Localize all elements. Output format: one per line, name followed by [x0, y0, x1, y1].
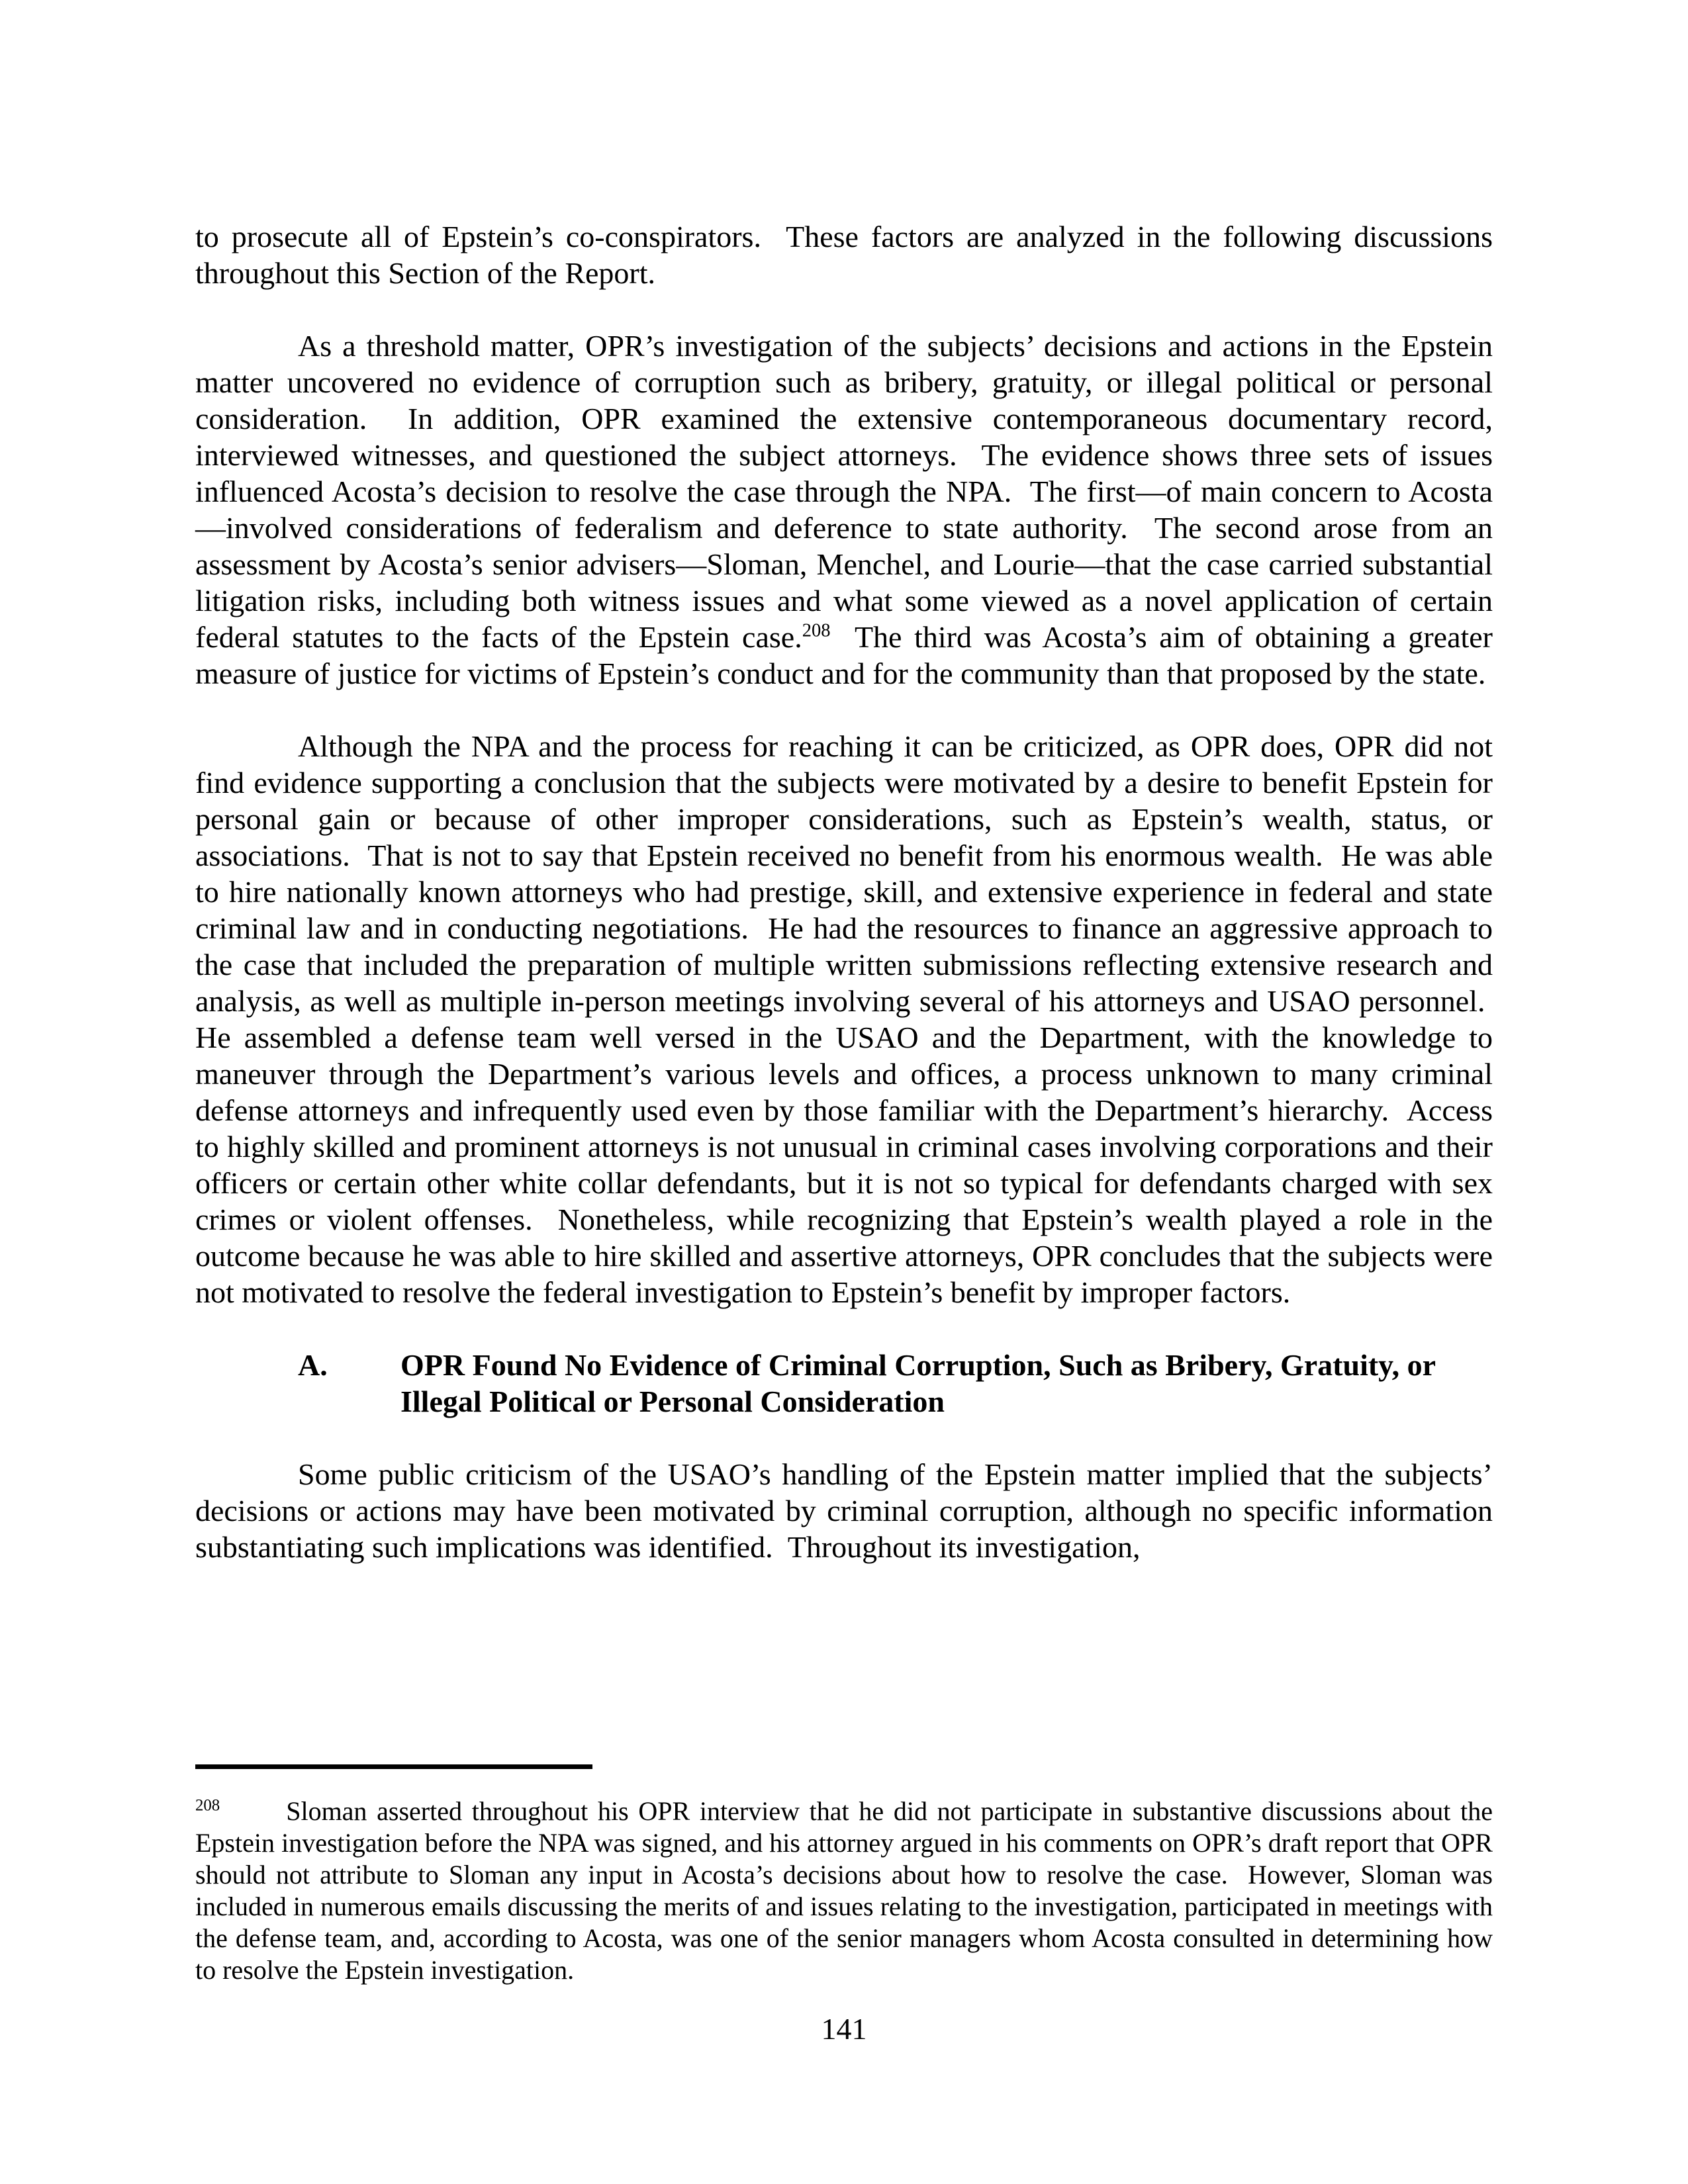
- paragraph-continuation: to prosecute all of Epstein’s co-conspirators. These factors are analyzed in the following discussions throughout this Section of the Report.: [195, 220, 1493, 290]
- footnote-208: [195, 1796, 1493, 1986]
- section-heading-a: [195, 1347, 1493, 1420]
- footnote-body-text: Sloman asserted throughout his OPR interview that he did not participate in substantive discussions about the Epstein investigation before the NPA was signed, and his attorney argued in his comments on OPR’s draft report that OPR should not attribute to Sloman any input in Acosta’s decisions about how to resolve the case. However, Sloman was included in numerous emails discussing the merits of and issues relating to the investigation, participated in meetings with the defense team, and, according to Acosta, was one of the senior managers whom Acosta consulted in determining how to resolve the Epstein investigation.: [195, 1796, 1493, 1985]
- paragraph-threshold-matter: [195, 328, 1493, 692]
- section-heading-title: OPR Found No Evidence of Criminal Corruption, Such as Bribery, Gratuity, or Illegal Political or Personal Consideration: [400, 1348, 1436, 1418]
- footnote-reference-208: 208: [802, 620, 831, 641]
- page-number: 141: [821, 2012, 867, 2046]
- section-heading-letter: A.: [298, 1348, 328, 1382]
- paragraph-public-criticism: Some public criticism of the USAO’s handling of the Epstein matter implied that the subjects’ decisions or actions may have been motivated by criminal corruption, although no specific information substantiating such implications was identified. Throughout its investigation,: [195, 1457, 1493, 1564]
- footnote-number: 208: [195, 1796, 220, 1815]
- paragraph-text-after-footnote-ref: The third was Acosta’s aim of obtaining a greater measure of justice for victims of Epstein’s conduct and for the community than that proposed by the state.: [195, 620, 1493, 690]
- paragraph-text-before-footnote-ref: As a threshold matter, OPR’s investigation of the subjects’ decisions and actions in the Epstein matter uncovered no evidence of corruption such as bribery, gratuity, or illegal political or personal consideration. In addition, OPR examined the extensive contemporaneous documentary record, interviewed witnesses, and questioned the subject attorneys. The evidence shows three sets of issues influenced Acosta’s decision to resolve the case through the NPA. The first—of main concern to Acosta—involved considerations of federalism and deference to state authority. The second arose from an assessment by Acosta’s senior advisers—Sloman, Menchel, and Lourie—that the case carried substantial litigation risks, including both witness issues and what some viewed as a novel application of certain federal statutes to the facts of the Epstein case.: [195, 329, 1493, 654]
- page-body-text: [195, 218, 1493, 1602]
- paragraph-npa-criticism: Although the NPA and the process for reaching it can be criticized, as OPR does, OPR did not find evidence supporting a conclusion that the subjects were motivated by a desire to benefit Epstein for personal gain or because of other improper considerations, such as Epstein’s wealth, status, or associations. That is not to say that Epstein received no benefit from his enormous wealth. He was able to hire nationally known attorneys who had prestige, skill, and extensive experience in federal and state criminal law and in conducting negotiations. He had the resources to finance an aggressive approach to the case that included the preparation of multiple written submissions reflecting extensive research and analysis, as well as multiple in-person meetings involving several of his attorneys and USAO personnel. He assembled a defense team well versed in the USAO and the Department, with the knowledge to maneuver through the Department’s various levels and offices, a process unknown to many criminal defense attorneys and infrequently used even by those familiar with the Department’s hierarchy. Access to highly skilled and prominent attorneys is not unusual in criminal cases involving corporations and their officers or certain other white collar defendants, but it is not so typical for defendants charged with sex crimes or violent offenses. Nonetheless, while recognizing that Epstein’s wealth played a role in the outcome because he was able to hire skilled and assertive attorneys, OPR concludes that the subjects were not motivated to resolve the federal investigation to Epstein’s benefit by improper factors.: [195, 729, 1493, 1309]
- footnote-area: [195, 1764, 1493, 2013]
- footnote-separator-rule: [195, 1764, 592, 1769]
